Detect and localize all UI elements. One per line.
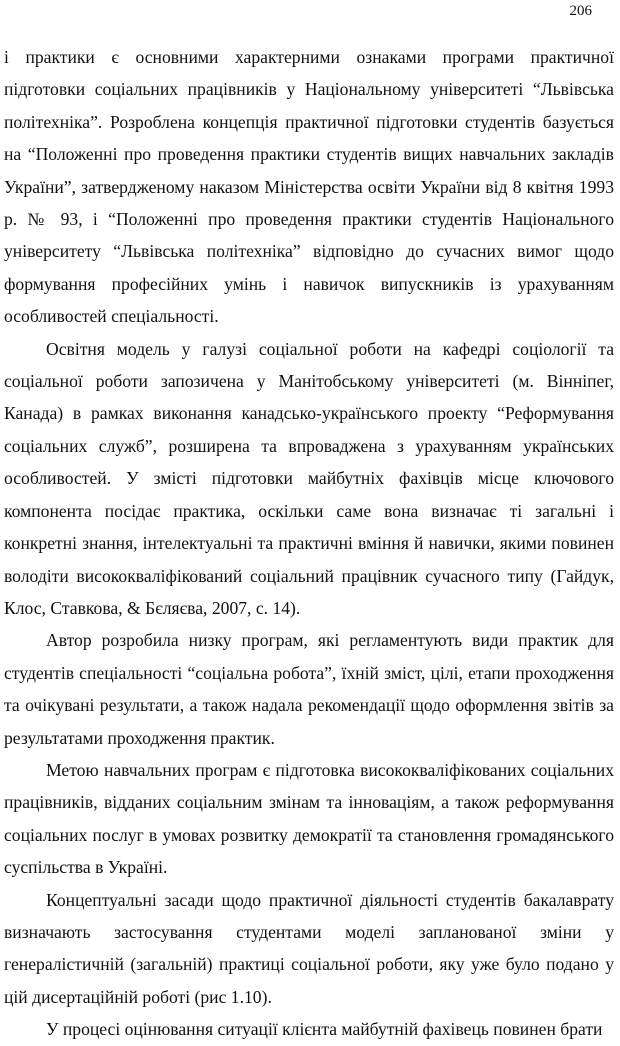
paragraph-conceptual-basis: Концептуальні засади щодо практичної діяльності студентів бакалаврату визначають застосування студентами моделі запланованої зміни у генералістичній (загальній) практиці соціальної роботи, яку уже було подано у цій дисертаційній роботі (рис 1.10). xyxy=(4,889,614,1007)
paragraph-education-model: Освітня модель у галузі соціальної роботи на кафедрі соціології та соціальної роботи запозичена у Манітобському університеті (м. Вінніпег, Канада) в рамках виконання канадсько-українського проекту “Реформування соціальних служб”, розширена та впроваджена з урахуванням українських особливостей. У змісті підготовки майбутніх фахівців місце ключового компонента посідає практика, оскільки саме вона визначає ті загальні і конкретні знання, інтелектуальні та практичні вміння й навички, якими повинен володіти висококваліфікований соціальний працівник сучасного типу (Гайдук, Клос, Ставкова, & Бєляєва, 2007, с. 14). xyxy=(4,338,614,618)
page-number: 206 xyxy=(569,3,592,19)
paragraph-author-programs: Автор розробила низку програм, які регламентують види практик для студентів спеціальності “соціальна робота”, їхній зміст, цілі, етапи проходження та очікувані результати, а також надала рекомендації щодо оформлення звітів за результатами проходження практик. xyxy=(4,630,614,748)
document-body xyxy=(4,41,614,1046)
paragraph-assessment-start: У процесі оцінювання ситуації клієнта майбутній фахівець повинен брати xyxy=(46,1019,603,1040)
paragraph-continuation: і практики є основними характерними ознаками програми практичної підготовки соціальних працівників у Національному університеті “Львівська політехніка”. Розроблена концепція практичної підготовки студентів базується на “Положенні про проведення практики студентів вищих навчальних закладів України”, затвердженому наказом Міністерства освіти України від 8 квітня 1993 р. № 93, і “Положенні про проведення практики студентів Національного університету “Львівська політехніка” відповідно до сучасних вимог щодо формування професійних умінь і навичок випускників із урахуванням особливостей спеціальності. xyxy=(4,47,614,327)
paragraph-program-goal: Метою навчальних програм є підготовка висококваліфікованих соціальних працівників, відданих соціальним змінам та інноваціям, а також реформування соціальних послуг в умовах розвитку демократії та становлення громадянського суспільства в Україні. xyxy=(4,759,614,878)
